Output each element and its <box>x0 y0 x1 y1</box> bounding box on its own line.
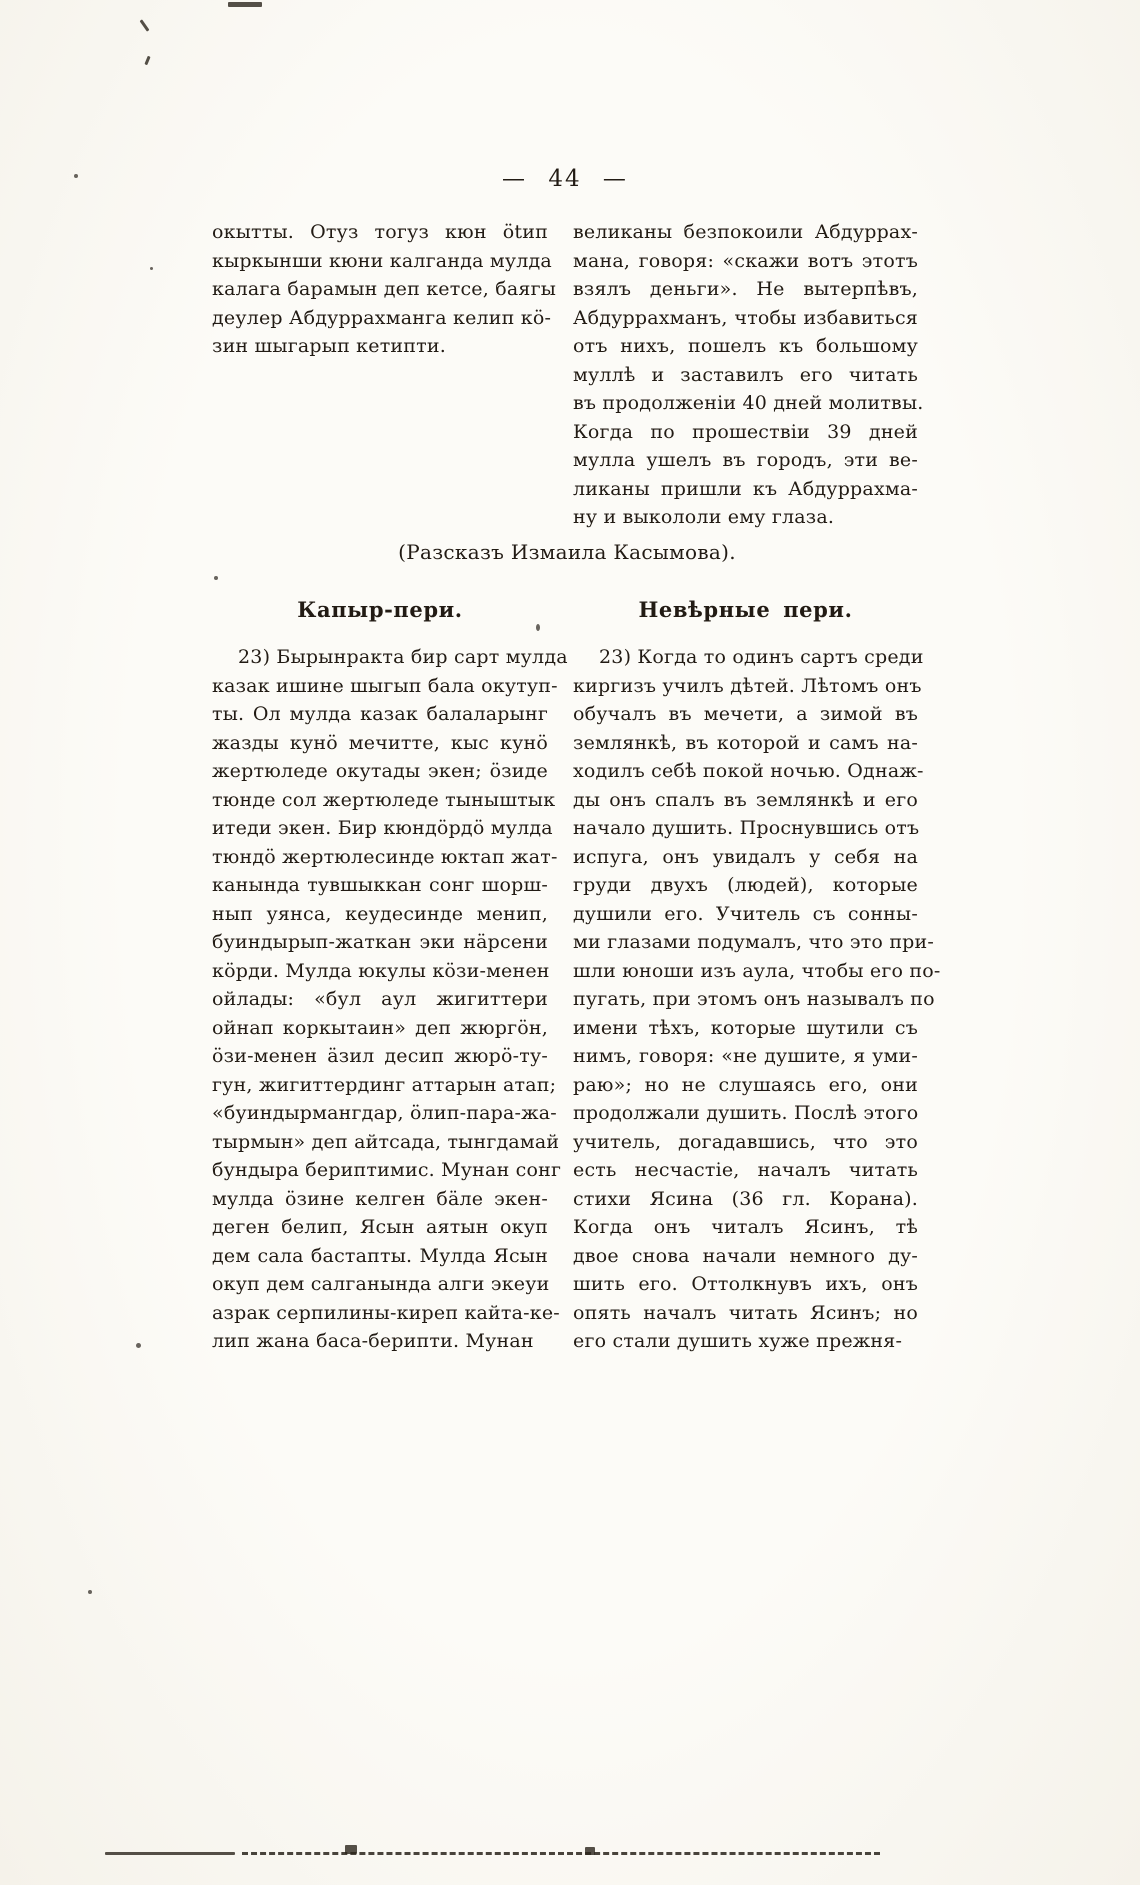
text-line: «буиндырмангдар, öлип-пара-жа- <box>212 1102 557 1124</box>
text-line: окуп дем салганында алги экеуи <box>212 1273 550 1295</box>
scan-blot <box>585 1847 595 1855</box>
continuation-right-column <box>573 218 924 532</box>
text-line: öзи-менен äзил десип жюрö-ту- <box>212 1045 548 1067</box>
text-line: ликаны пришли къ Абдуррахма- <box>573 477 918 500</box>
text-line: ходилъ себѣ покой ночью. Однаж- <box>573 760 924 782</box>
text-line: Когда онъ читалъ Ясинъ, тѣ <box>573 1216 918 1238</box>
continuation-left-column <box>212 218 557 361</box>
text-line: продолжали душить. Послѣ этого <box>573 1102 919 1124</box>
text-line: имени тѣхъ, которые шутили съ <box>573 1016 918 1039</box>
bottom-rule-dashes <box>242 1852 880 1855</box>
scan-speck <box>88 1590 92 1594</box>
text-line: двое снова начали немного ду- <box>573 1244 918 1267</box>
text-line: есть несчастіе, началъ читать <box>573 1159 918 1181</box>
text-line: начало душить. Проснувшись отъ <box>573 817 920 839</box>
text-line: груди двухъ (людей), которые <box>573 874 918 896</box>
scan-speck <box>536 624 540 631</box>
left-column-heading: Капыр-пери. <box>297 597 463 622</box>
text-line: пугать, при этомъ онъ называлъ по <box>573 988 935 1010</box>
text-line: Абдуррахманъ, чтобы избавиться <box>573 306 918 329</box>
text-line: бундыра бериптимис. Мунан сонг <box>212 1159 562 1181</box>
scan-speck <box>150 267 153 270</box>
text-line: землянкѣ, въ которой и самъ на- <box>573 731 918 754</box>
text-line: тюнде сол жертюледе тыныштык <box>212 788 556 811</box>
text-line: гун, жигиттердинг аттарын атап; <box>212 1073 557 1096</box>
text-line: душили его. Учитель съ сонны- <box>573 902 918 925</box>
text-line: калага барамын деп кетсе, баягы <box>212 278 557 300</box>
text-line: шли юноши изъ аула, чтобы его по- <box>573 959 941 982</box>
scan-speck <box>74 174 78 178</box>
right-column-heading: Невѣрные пери. <box>638 597 853 622</box>
text-line: стихи Ясина (36 гл. Корана). <box>573 1187 918 1210</box>
text-line: нимъ, говоря: «не душите, я уми- <box>573 1045 918 1067</box>
text-line: великаны безпокоили Абдуррах- <box>573 221 918 243</box>
text-line: тырмын» деп айтсада, тынгдамай <box>212 1130 560 1153</box>
story-left-column <box>212 643 568 1356</box>
text-line: азрак серпилины-киреп кайта-ке- <box>212 1301 560 1324</box>
text-line: мана, говоря: «скажи вотъ этотъ <box>573 249 918 272</box>
text-line: ми глазами подумалъ, что это при- <box>573 931 935 953</box>
text-line: киргизъ училъ дѣтей. Лѣтомъ онъ <box>573 674 922 697</box>
text-line: муллѣ и заставилъ его читать <box>573 363 918 386</box>
story-right-column <box>573 643 941 1356</box>
scan-speck <box>214 576 218 580</box>
scan-blot <box>345 1845 357 1854</box>
text-line: казак ишине шыгып бала окутуп- <box>212 674 558 697</box>
scan-speck <box>228 2 262 7</box>
text-line: кыркынши кюни калганда мулда <box>212 249 552 272</box>
text-line: окытты. Отуз тогуз кюн ötип <box>212 221 548 243</box>
page-number: — 44 — <box>502 166 628 192</box>
text-line: лип жана баса-берипти. Мунан <box>212 1330 534 1352</box>
text-line: мулда öзине келген бäле экен- <box>212 1187 548 1210</box>
scan-speck <box>136 1343 141 1348</box>
story-attribution: (Разсказъ Измаила Касымова). <box>398 540 736 564</box>
text-line: мулла ушелъ въ городъ, эти ве- <box>573 449 918 471</box>
text-line: 23) Когда то одинъ сартъ среди <box>599 646 924 668</box>
text-line: Когда по прошествіи 39 дней <box>573 420 918 443</box>
text-line: зин шыгарып кетипти. <box>212 335 446 357</box>
text-line: дем сала бастапты. Мулда Ясын <box>212 1244 548 1267</box>
text-line: испуга, онъ увидалъ у себя на <box>573 845 918 868</box>
text-line: тюндö жертюлесинде юктап жат- <box>212 845 558 868</box>
text-line: канында тувшыккан сонг шорш- <box>212 874 548 896</box>
text-line: жертюледе окутады экен; öзиде <box>212 760 548 782</box>
text-line: его стали душить хуже прежня- <box>573 1330 903 1352</box>
text-line: 23) Бырынракта бир сарт мулда <box>238 646 568 668</box>
text-line: отъ нихъ, пошелъ къ большому <box>573 335 918 357</box>
text-line: ойлады: «бул аул жигиттери <box>212 988 548 1010</box>
text-line: учитель, догадавшись, что это <box>573 1130 918 1153</box>
text-line: нып уянса, кеудесинде менип, <box>212 902 548 925</box>
text-line: жазды кунö мечитте, кыс кунö <box>212 731 548 754</box>
bottom-rule-segment <box>105 1852 235 1855</box>
text-line: буиндырып-жаткан эки нäрсени <box>212 931 548 953</box>
text-line: въ продолженіи 40 дней молитвы. <box>573 392 924 414</box>
text-line: обучалъ въ мечети, а зимой въ <box>573 703 918 725</box>
text-line: деулер Абдуррахманга келип кö- <box>212 306 552 329</box>
text-line: шить его. Оттолкнувъ ихъ, онъ <box>573 1273 918 1295</box>
text-line: ойнап коркытаин» деп жюргöн, <box>212 1016 548 1039</box>
text-line: взялъ деньги». Не вытерпѣвъ, <box>573 278 918 300</box>
text-line: опять началъ читать Ясинъ; но <box>573 1301 918 1324</box>
scan-speck <box>140 19 150 31</box>
text-line: ну и выкололи ему глаза. <box>573 506 835 528</box>
text-line: раю»; но не слушаясь его, они <box>573 1073 918 1096</box>
text-line: ды онъ спалъ въ землянкѣ и его <box>573 788 918 811</box>
text-line: деген белип, Ясын аятын окуп <box>212 1216 548 1238</box>
scan-speck <box>144 56 150 65</box>
text-line: кöрди. Мулда юкулы кöзи-менен <box>212 959 550 982</box>
text-line: ты. Ол мулда казак балаларынг <box>212 703 548 725</box>
text-line: итеди экен. Бир кюндöрдö мулда <box>212 817 553 839</box>
